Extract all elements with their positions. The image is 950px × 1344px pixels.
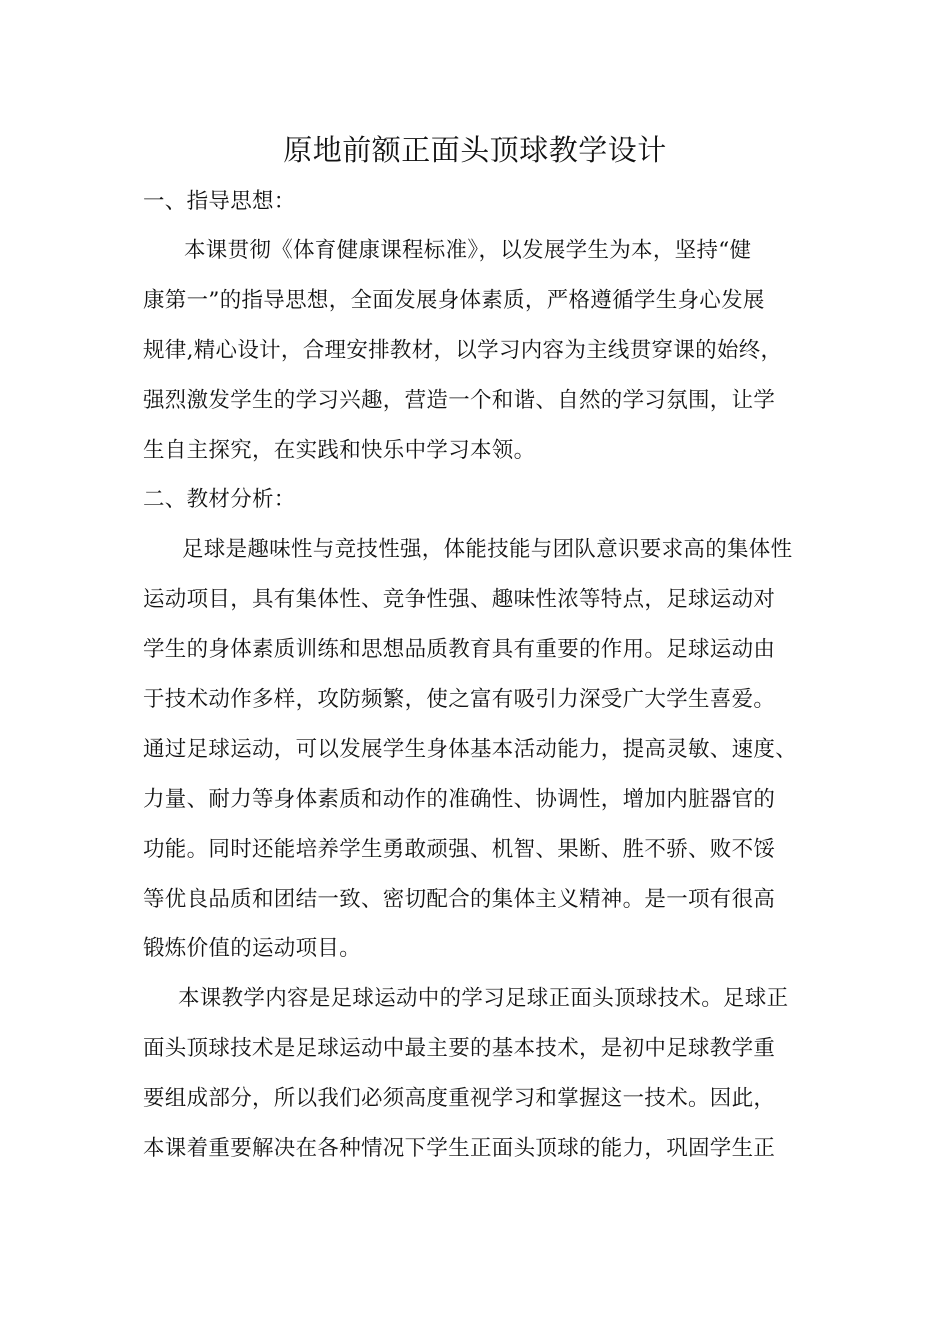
paragraph-line: 本课着重要解决在各种情况下学生正面头顶球的能力，巩固学生正	[143, 1136, 776, 1161]
paragraph-line: 于技术动作多样，攻防频繁，使之富有吸引力深受广大学生喜爱。	[143, 687, 776, 712]
paragraph-line: 本课贯彻《体育健康课程标准》，以发展学生为本，坚持“健	[184, 238, 752, 263]
paragraph-line: 规律,精心设计，合理安排教材，以学习内容为主线贯穿课的始终，	[143, 338, 783, 363]
paragraph-line: 面头顶球技术是足球运动中最主要的基本技术，是初中足球教学重	[143, 1036, 776, 1061]
paragraph-line: 等优良品质和团结一致、密切配合的集体主义精神。是一项有很高	[143, 887, 776, 912]
section-heading-guiding-ideology: 一、指导思想：	[143, 189, 296, 214]
section-heading-material-analysis: 二、教材分析：	[143, 487, 296, 512]
paragraph-line: 力量、耐力等身体素质和动作的准确性、协调性，增加内脏器官的	[143, 787, 776, 812]
paragraph-line: 生自主探究，在实践和快乐中学习本领。	[143, 438, 536, 463]
paragraph-line: 足球是趣味性与竞技性强，体能技能与团队意识要求高的集体性	[182, 537, 793, 562]
paragraph-line: 锻炼价值的运动项目。	[143, 936, 362, 961]
paragraph-line: 要组成部分，所以我们必须高度重视学习和掌握这一技术。因此，	[143, 1086, 776, 1111]
document-title: 原地前额正面头顶球教学设计	[283, 133, 667, 167]
paragraph-line: 本课教学内容是足球运动中的学习足球正面头顶球技术。足球正	[178, 986, 789, 1011]
paragraph-line: 康第一”的指导思想，全面发展身体素质，严格遵循学生身心发展	[143, 288, 765, 313]
paragraph-line: 功能。同时还能培养学生勇敢顽强、机智、果断、胜不骄、败不馁	[143, 837, 776, 862]
paragraph-line: 通过足球运动，可以发展学生身体基本活动能力，提高灵敏、速度、	[143, 737, 798, 762]
paragraph-line: 学生的身体素质训练和思想品质教育具有重要的作用。足球运动由	[143, 637, 776, 662]
paragraph-line: 强烈激发学生的学习兴趣，营造一个和谐、自然的学习氛围，让学	[143, 388, 776, 413]
paragraph-line: 运动项目，具有集体性、竞争性强、趣味性浓等特点，足球运动对	[143, 587, 776, 612]
